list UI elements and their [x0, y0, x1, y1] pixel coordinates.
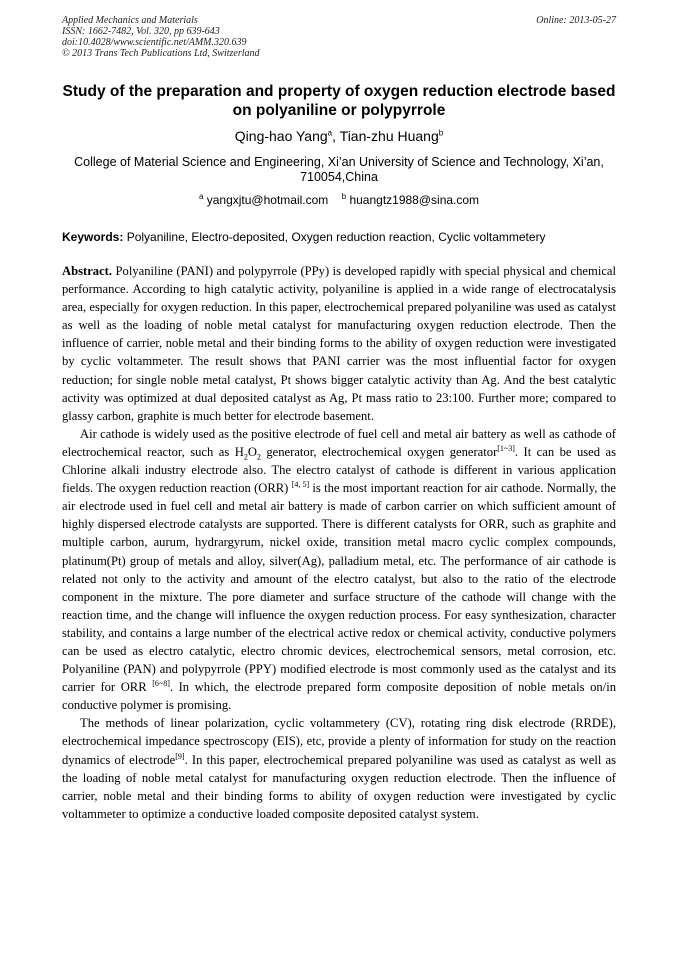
author-2-affil-mark: b	[438, 128, 444, 138]
journal-name: Applied Mechanics and Materials	[62, 15, 198, 26]
journal-header	[62, 15, 260, 59]
author-separator: ,	[332, 128, 340, 144]
affiliation: College of Material Science and Engineering, Xi’an University of Science and Technology, Xi’an, 710054,China	[74, 155, 604, 184]
intro-p1-text-1: Air cathode is widely used as the positive electrode of fuel cell and metal air battery as well as cathode of electrochemical reactor, such as H	[62, 426, 616, 459]
subscript-2: 2	[243, 452, 248, 462]
author-emails	[62, 193, 616, 207]
intro-paragraph-1	[62, 425, 616, 715]
citation-ref[interactable]: [4, 5]	[291, 479, 310, 489]
author-1: Qing-hao Yang	[234, 128, 328, 144]
citation-ref[interactable]: [9]	[175, 751, 185, 761]
author-2: Tian-zhu Huang	[339, 128, 439, 144]
email-a-mark: a	[198, 192, 204, 201]
journal-copyright: © 2013 Trans Tech Publications Ltd, Switzerland	[62, 48, 260, 59]
keywords-label: Keywords:	[62, 230, 124, 244]
intro-paragraph-2	[62, 714, 616, 823]
email-b[interactable]: huangtz1988@sina.com	[349, 193, 480, 207]
keywords	[62, 230, 616, 244]
abstract-text: Polyaniline (PANI) and polypyrrole (PPy) is developed rapidly with special physical and chemical performance. According to high catalytic activity, polyaniline is applied in a wide range of electrocatalysis area, especially for oxygen reduction. In this paper, electrochemical prepared polyaniline was used as catalyst as well as the loading of noble metal catalyst for manufacturing oxygen reduction electrode. Then the influence of carrier, noble metal and their binding forms to the ability of oxygen reduction were investigated by cyclic voltammeter. The result shows that PANI carrier was the most influential factor for oxygen reduction; for single noble metal catalyst, Pt shows bigger catalytic activity than Ag. And the best catalytic activity was optimized at dual deposited catalyst as Ag, Pt mass ratio to 23:100. Further more; compared to glassy carbon, graphite is much better for electrode basement.	[62, 264, 616, 423]
online-date: Online: 2013-05-27	[536, 15, 616, 26]
intro-p1-text-5: is the most important reaction for air cathode. Normally, the air electrode used in fuel cell and metal air battery is made of carbon carrier on which sufficient amount of highly dispersed electrode catalysts are supported. There is different catalysts for ORR, such as graphite and multiple carbon, aurum, hydrargyrum, nickel oxide, transition metal macro cyclic complex compounds, platinum(Pt) group of metals and alloy, silver(Ag), palladium metal, etc. The performance of air cathode is related not only to the activity and amount of the electro catalyst, but also to the ratio of the electrode component in the mixture. The pore diameter and surface structure of the cathode will change with the reaction time, and the change will influence the oxygen reduction process. For easy synthesization, character stability, and contains a large number of the electrical active redox or chemical activity, conductive polymers can be used as electro catalytic, electro chromic devices, electrochemical sensors, metal corrosion, etc. Polyaniline (PAN) and polypyrrole (PPY) modified electrode is most commonly used as the catalyst and its carrier for ORR	[62, 481, 617, 695]
subscript-2: 2	[256, 452, 261, 462]
intro-p1-text-6: . In which, the electrode prepared form composite deposition of noble metals on/in conductive polymer is promising.	[62, 680, 617, 713]
author-line	[62, 128, 616, 145]
citation-ref[interactable]: [1~3]	[497, 443, 515, 453]
intro-p1-text-2: O	[247, 444, 257, 459]
citation-ref[interactable]: [6~8]	[152, 678, 170, 688]
intro-p1-text-3: generator, electrochemical oxygen generator	[260, 444, 498, 459]
journal-doi[interactable]: doi:10.4028/www.scientific.net/AMM.320.639	[62, 37, 247, 48]
intro-p2-text-1: The methods of linear polarization, cyclic voltammetery (CV), rotating ring disk electrode (RRDE), electrochemical impedance spectroscopy (EIS), etc, provide a plenty of information for study on the reaction dynamics of electrode	[62, 716, 616, 767]
body-text	[62, 262, 616, 823]
intro-p1-text-4: . It can be used as Chlorine alkali industry electrode also. The electro catalyst of cathode is different in various application fields. The oxygen reduction reaction (ORR)	[62, 444, 616, 496]
keywords-text: Polyaniline, Electro-deposited, Oxygen reduction reaction, Cyclic voltammetery	[126, 230, 546, 244]
author-1-affil-mark: a	[327, 128, 333, 138]
abstract-label: Abstract.	[62, 264, 113, 278]
abstract-paragraph	[62, 262, 616, 425]
paper-title: Study of the preparation and property of oxygen reduction electrode based on polyaniline or polypyrrole	[62, 83, 616, 119]
journal-issn: ISSN: 1662-7482, Vol. 320, pp 639-643	[62, 26, 220, 37]
email-a[interactable]: yangxjtu@hotmail.com	[206, 193, 329, 207]
intro-p2-text-2: . In this paper, electrochemical prepared polyaniline was used as catalyst as well as the loading of noble metal catalyst for manufacturing oxygen reduction electrode. Then the influence of carrier, noble metal and their binding forms to ability of oxygen reduction were investigated by cyclic voltammeter to optimize a conductive loaded composite deposited catalyst system.	[62, 752, 616, 821]
email-b-mark: b	[341, 192, 347, 201]
